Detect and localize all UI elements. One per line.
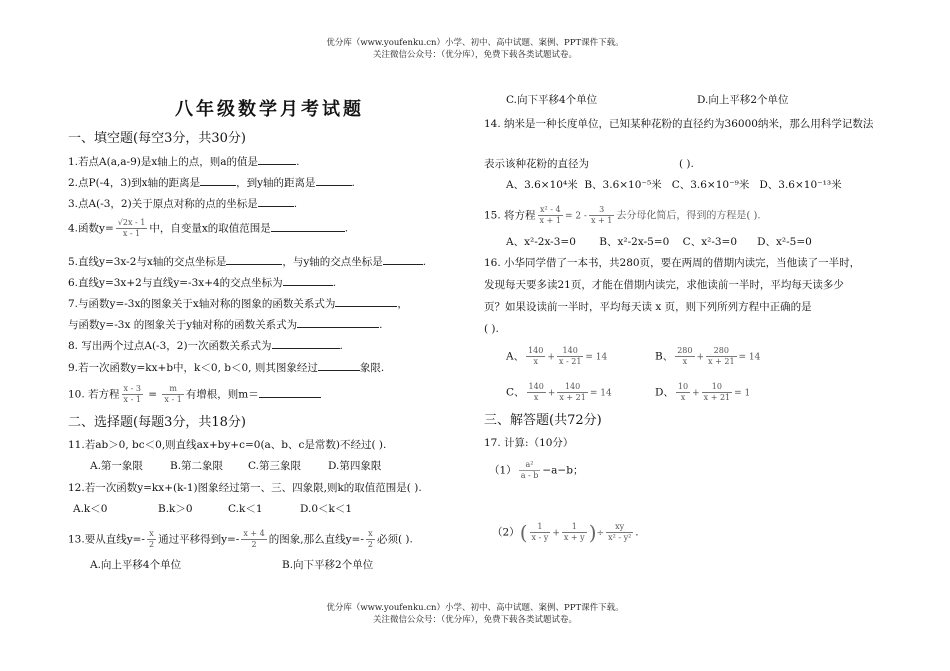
- q11-option-a: A.第一象限: [90, 460, 143, 472]
- question-14-line-1: 14. 纳米是一种长度单位，已知某种花粉的直径约为36000纳米，那么用科学记数法: [484, 118, 874, 130]
- q16-option-d: D、 $\frac{10}{x}$ + $\frac{10}{x + 21}$ = 1: [655, 382, 751, 402]
- question-8: 8. 写出两个过点A(-3，2)一次函数关系式为 .: [68, 340, 343, 352]
- question-17-part-2: （2）( $\frac{1}{x - y}$ + $\frac{1}{x + y}$ )÷ $\frac{xy}{\text{x² - y²}}$ .: [492, 520, 639, 545]
- q13-option-d: D.向上平移2个单位: [697, 94, 789, 106]
- header-line-2: 关注微信公众号：（优分库），免费下载各类试题试卷。: [372, 50, 577, 60]
- question-12: 12.若一次函数y=kx+(k-1)图象经过第一、三、四象限,则k的取值范围是( ).: [68, 482, 422, 494]
- page-header: [0, 37, 950, 61]
- q14-options: A、3.6×10⁴米 B、3.6×10⁻⁵米 C、3.6×10⁻⁹米 D、3.6×10⁻¹³米: [506, 179, 842, 191]
- q12-option-a: A.k＜0: [73, 503, 108, 515]
- q11-option-d: D.第四象限: [328, 460, 382, 472]
- question-13: 13.要从直线y=- $\frac{x}{2}$ 通过平移得到y=- $\frac{x + 4}{2}$ 的图象,那么直线y=- $\frac{x}{2}$ 必须( ).: [68, 529, 413, 549]
- q12-option-d: D.0＜k＜1: [300, 503, 353, 515]
- footer-line-2: 关注微信公众号：（优分库），免费下载各类试题试卷。: [372, 615, 577, 625]
- question-9: 9.若一次函数y=kx+b中，k＜0, b＜0, 则其图象经过 象限.: [68, 362, 385, 374]
- q11-option-c: C.第三象限: [248, 460, 301, 472]
- question-15: 15. 将方程 $\frac{\text{x² - 4}}{x + 1}$ = 2 - $\frac{3}{x + 1}$ 去分母化简后，得到的方程是( ).: [484, 205, 761, 225]
- question-17-part-1: （1） $\frac{\text{a²}}{a - b}$ −a−b；: [489, 460, 584, 480]
- question-5: 5.直线y=3x-2与x轴的交点坐标是 ，与y轴的交点坐标是 .: [68, 256, 427, 268]
- question-17: 17. 计算:（10分）: [484, 437, 574, 449]
- header-line-1: 优分库（www.youfenku.cn）小学、初中、高中试题、案例、PPT课件下载。: [326, 38, 624, 48]
- q12-option-c: C.k＜1: [228, 503, 263, 515]
- q16-option-c: C、 $\frac{140}{x}$ + $\frac{140}{x + 21}$ = 14: [506, 382, 612, 402]
- section-choice: 二、选择题(每题3分，共18分): [68, 415, 246, 430]
- q16-option-b: B、 $\frac{280}{x}$ + $\frac{280}{x + 21}$ = 14: [655, 346, 761, 366]
- section-fill-in: 一、填空题(每空3分，共30分): [68, 131, 246, 146]
- q13-option-b: B.向下平移2个单位: [282, 559, 374, 571]
- page-title: 八年级数学月考试题: [175, 99, 364, 120]
- q12-option-b: B.k＞0: [158, 503, 193, 515]
- question-7-line-2: 与函数y=-3x 的图象关于y轴对称的函数关系式为 .: [68, 319, 383, 331]
- page-footer: [0, 602, 950, 626]
- question-6: 6.直线y=3x+2与直线y=-3x+4的交点坐标为 .: [68, 277, 337, 289]
- footer-line-1: 优分库（www.youfenku.cn）小学、初中、高中试题、案例、PPT课件下载。: [326, 603, 624, 613]
- q4-fraction: $\frac{√2x - 1}{x - 1}$: [117, 218, 146, 238]
- question-16-line-3: 页？如果设读前一半时，平均每天读 x 页，则下列所列方程中正确的是: [484, 301, 812, 313]
- q15-options: A、x²-2x-3=0 B、x²-2x-5=0 C、x²-3=0 D、x²-5=0: [506, 236, 812, 248]
- question-4: 4.函数y= $\frac{√2x - 1}{x - 1}$ 中，自变量x的取值范围是 .: [68, 218, 349, 238]
- question-16-line-1: 16. 小华同学借了一本书，共280页，要在两周的借期内读完，当他读了一半时，: [484, 257, 861, 269]
- q16-option-a: A、 $\frac{140}{x}$ + $\frac{140}{x - 21}$ = 14: [506, 346, 608, 366]
- question-16-line-4: ( ).: [484, 323, 499, 335]
- question-3: 3.点A(-3，2)关于原点对称的点的坐标是 .: [68, 198, 298, 210]
- question-14-line-2: 表示该种花粉的直径为 ( ).: [484, 158, 694, 170]
- question-7-line-1: 7.与函数y=-3x的图象关于x轴对称的图象的函数关系式为 ，: [68, 298, 408, 310]
- question-11: 11.若ab＞0, bc＜0,则直线ax+by+c=0(a、b、c是常数)不经过( ).: [68, 439, 387, 451]
- q11-option-b: B.第二象限: [170, 460, 224, 472]
- question-10: 10. 若方程 $\frac{x - 3}{x - 1}$ = $\frac{m}{x - 1}$ 有增根，则m＝: [68, 384, 321, 405]
- section-answer: 三、解答题(共72分): [484, 413, 602, 428]
- question-1: 1.若点A(a,a-9)是x轴上的点，则a的值是 .: [68, 156, 300, 168]
- q13-option-a: A.向上平移4个单位: [90, 559, 182, 571]
- q13-option-c: C.向下平移4个单位: [506, 94, 598, 106]
- question-16-line-2: 发现每天要多读21页，才能在借期内读完，求他读前一半时，平均每天读多少: [484, 279, 844, 291]
- question-2: 2.点P(-4，3)到x轴的距离是 ，到y轴的距离是 .: [68, 177, 355, 189]
